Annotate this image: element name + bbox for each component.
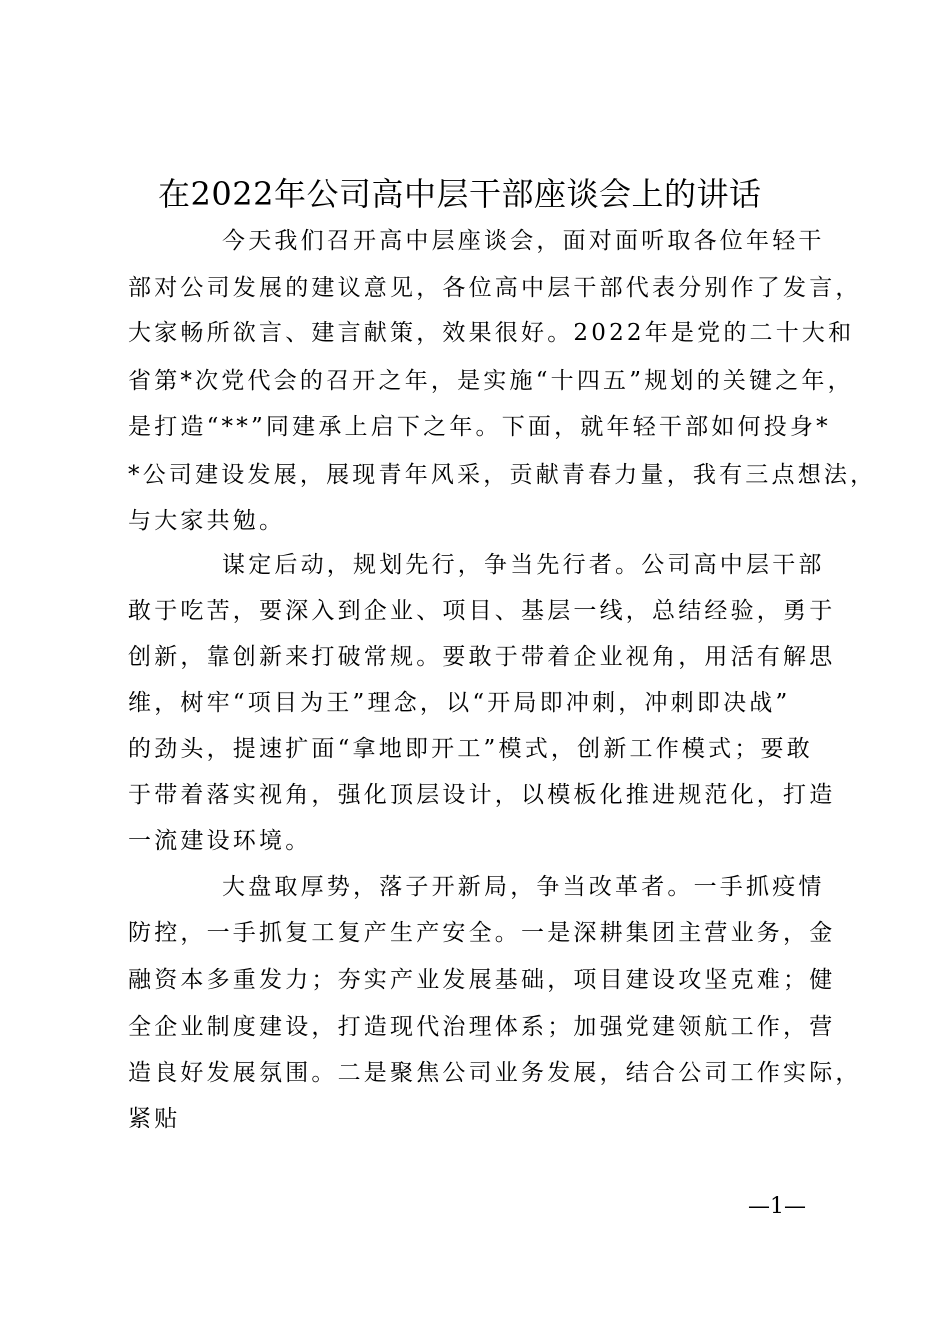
paragraph-3-line-1: 大盘取厚势，落子开新局，争当改革者。一手抓疫情: [222, 874, 825, 900]
page-number: —1—: [748, 1194, 806, 1219]
paragraph-2-line-5: 的劲头，提速扩面“拿地即开工”模式，创新工作模式；要敢: [128, 736, 813, 762]
paragraph-1-line-6: *公司建设发展，展现青年风采，贡献青春力量，我有三点想法，: [128, 462, 877, 488]
paragraph-3-line-6: 紧贴: [128, 1106, 181, 1132]
paragraph-1-line-3: 大家畅所欲言、建言献策，效果很好。2022年是党的二十大和: [128, 320, 855, 346]
paragraph-1-line-1: 今天我们召开高中层座谈会，面对面听取各位年轻干: [222, 228, 825, 254]
paragraph-2-line-2: 敢于吃苦，要深入到企业、项目、基层一线，总结经验，勇于: [128, 598, 836, 624]
paragraph-1-line-5: 是打造“**”同建承上启下之年。下面，就年轻干部如何投身*: [128, 414, 831, 440]
paragraph-1-line-2: 部对公司发展的建议意见，各位高中层干部代表分别作了发言，: [128, 275, 862, 301]
paragraph-2-line-3: 创新，靠创新来打破常规。要敢于带着企业视角，用活有解思: [128, 644, 836, 670]
paragraph-2-line-6: 于带着落实视角，强化顶层设计，以模板化推进规范化，打造: [128, 782, 836, 808]
paragraph-1-line-7: 与大家共勉。: [128, 508, 286, 534]
document-title: 在2022年公司高中层干部座谈会上的讲话: [158, 175, 762, 213]
paragraph-2-line-7: 一流建设环境。: [128, 828, 312, 854]
paragraph-2-line-1: 谋定后动，规划先行，争当先行者。公司高中层干部: [222, 552, 825, 578]
paragraph-3-line-2: 防控，一手抓复工复产生产安全。一是深耕集团主营业务，金: [128, 920, 836, 946]
paragraph-3-line-5: 造良好发展氛围。二是聚焦公司业务发展，结合公司工作实际，: [128, 1060, 862, 1086]
paragraph-3-line-4: 全企业制度建设，打造现代治理体系；加强党建领航工作，营: [128, 1014, 836, 1040]
paragraph-3-line-3: 融资本多重发力；夯实产业发展基础，项目建设攻坚克难；健: [128, 967, 836, 993]
paragraph-2-line-4: 维，树牢“项目为王”理念，以“开局即冲刺，冲刺即决战”: [128, 690, 791, 716]
paragraph-1-line-4: 省第*次党代会的召开之年，是实施“十四五”规划的关键之年，: [128, 368, 854, 394]
